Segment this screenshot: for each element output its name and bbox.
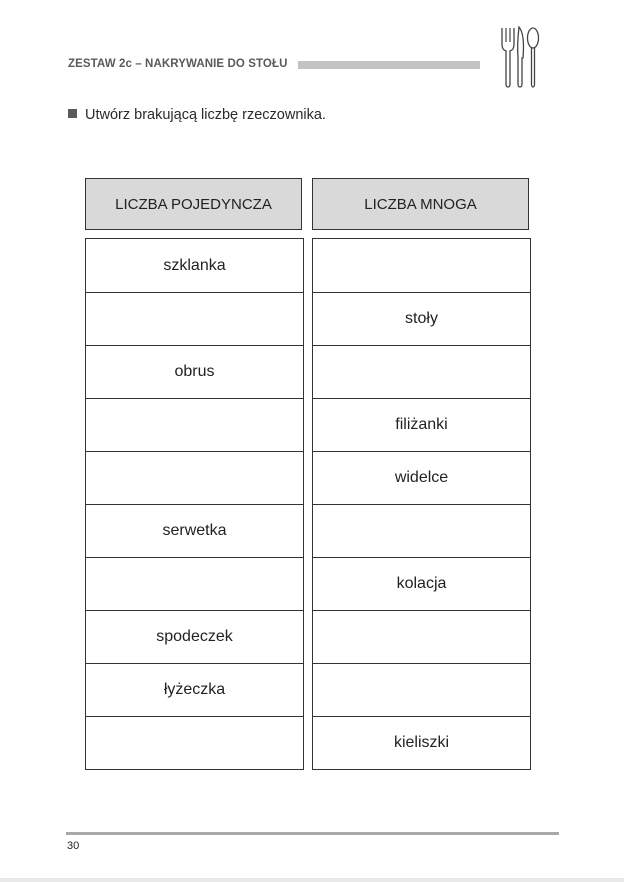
table-cell[interactable]	[313, 345, 530, 398]
table-cell[interactable]: widelce	[313, 451, 530, 504]
table-cell[interactable]: spodeczek	[86, 610, 303, 663]
instruction-text: Utwórz brakującą liczbę rzeczownika.	[85, 107, 326, 123]
column-header-plural: LICZBA MNOGA	[312, 178, 529, 230]
table-cell[interactable]	[313, 610, 530, 663]
table-cell[interactable]	[86, 398, 303, 451]
singular-column	[85, 238, 304, 770]
footer-divider	[66, 832, 559, 835]
column-header-singular: LICZBA POJEDYNCZA	[85, 178, 302, 230]
table-cell[interactable]: serwetka	[86, 504, 303, 557]
table-cell[interactable]: stoły	[313, 292, 530, 345]
plural-column	[312, 238, 531, 770]
table-cell[interactable]	[313, 504, 530, 557]
table-cell[interactable]: łyżeczka	[86, 663, 303, 716]
table-cell[interactable]	[86, 716, 303, 769]
square-bullet-icon	[68, 109, 77, 118]
table-cell[interactable]	[86, 292, 303, 345]
table-cell[interactable]	[86, 451, 303, 504]
cutlery-icon	[498, 24, 540, 90]
header-bar	[298, 61, 480, 69]
table-cell[interactable]	[313, 663, 530, 716]
table-cell[interactable]: filiżanki	[313, 398, 530, 451]
table-cell[interactable]	[86, 557, 303, 610]
table-cell[interactable]: kolacja	[313, 557, 530, 610]
table-cell[interactable]: szklanka	[163, 256, 226, 274]
worksheet-title: ZESTAW 2c – NAKRYWANIE DO STOŁU	[68, 58, 288, 70]
table-cell[interactable]: obrus	[86, 345, 303, 398]
table-cell[interactable]: kieliszki	[313, 716, 530, 769]
page-edge	[0, 878, 624, 882]
page-number: 30	[67, 840, 80, 852]
instruction	[68, 107, 326, 123]
table-cell[interactable]	[313, 239, 530, 292]
